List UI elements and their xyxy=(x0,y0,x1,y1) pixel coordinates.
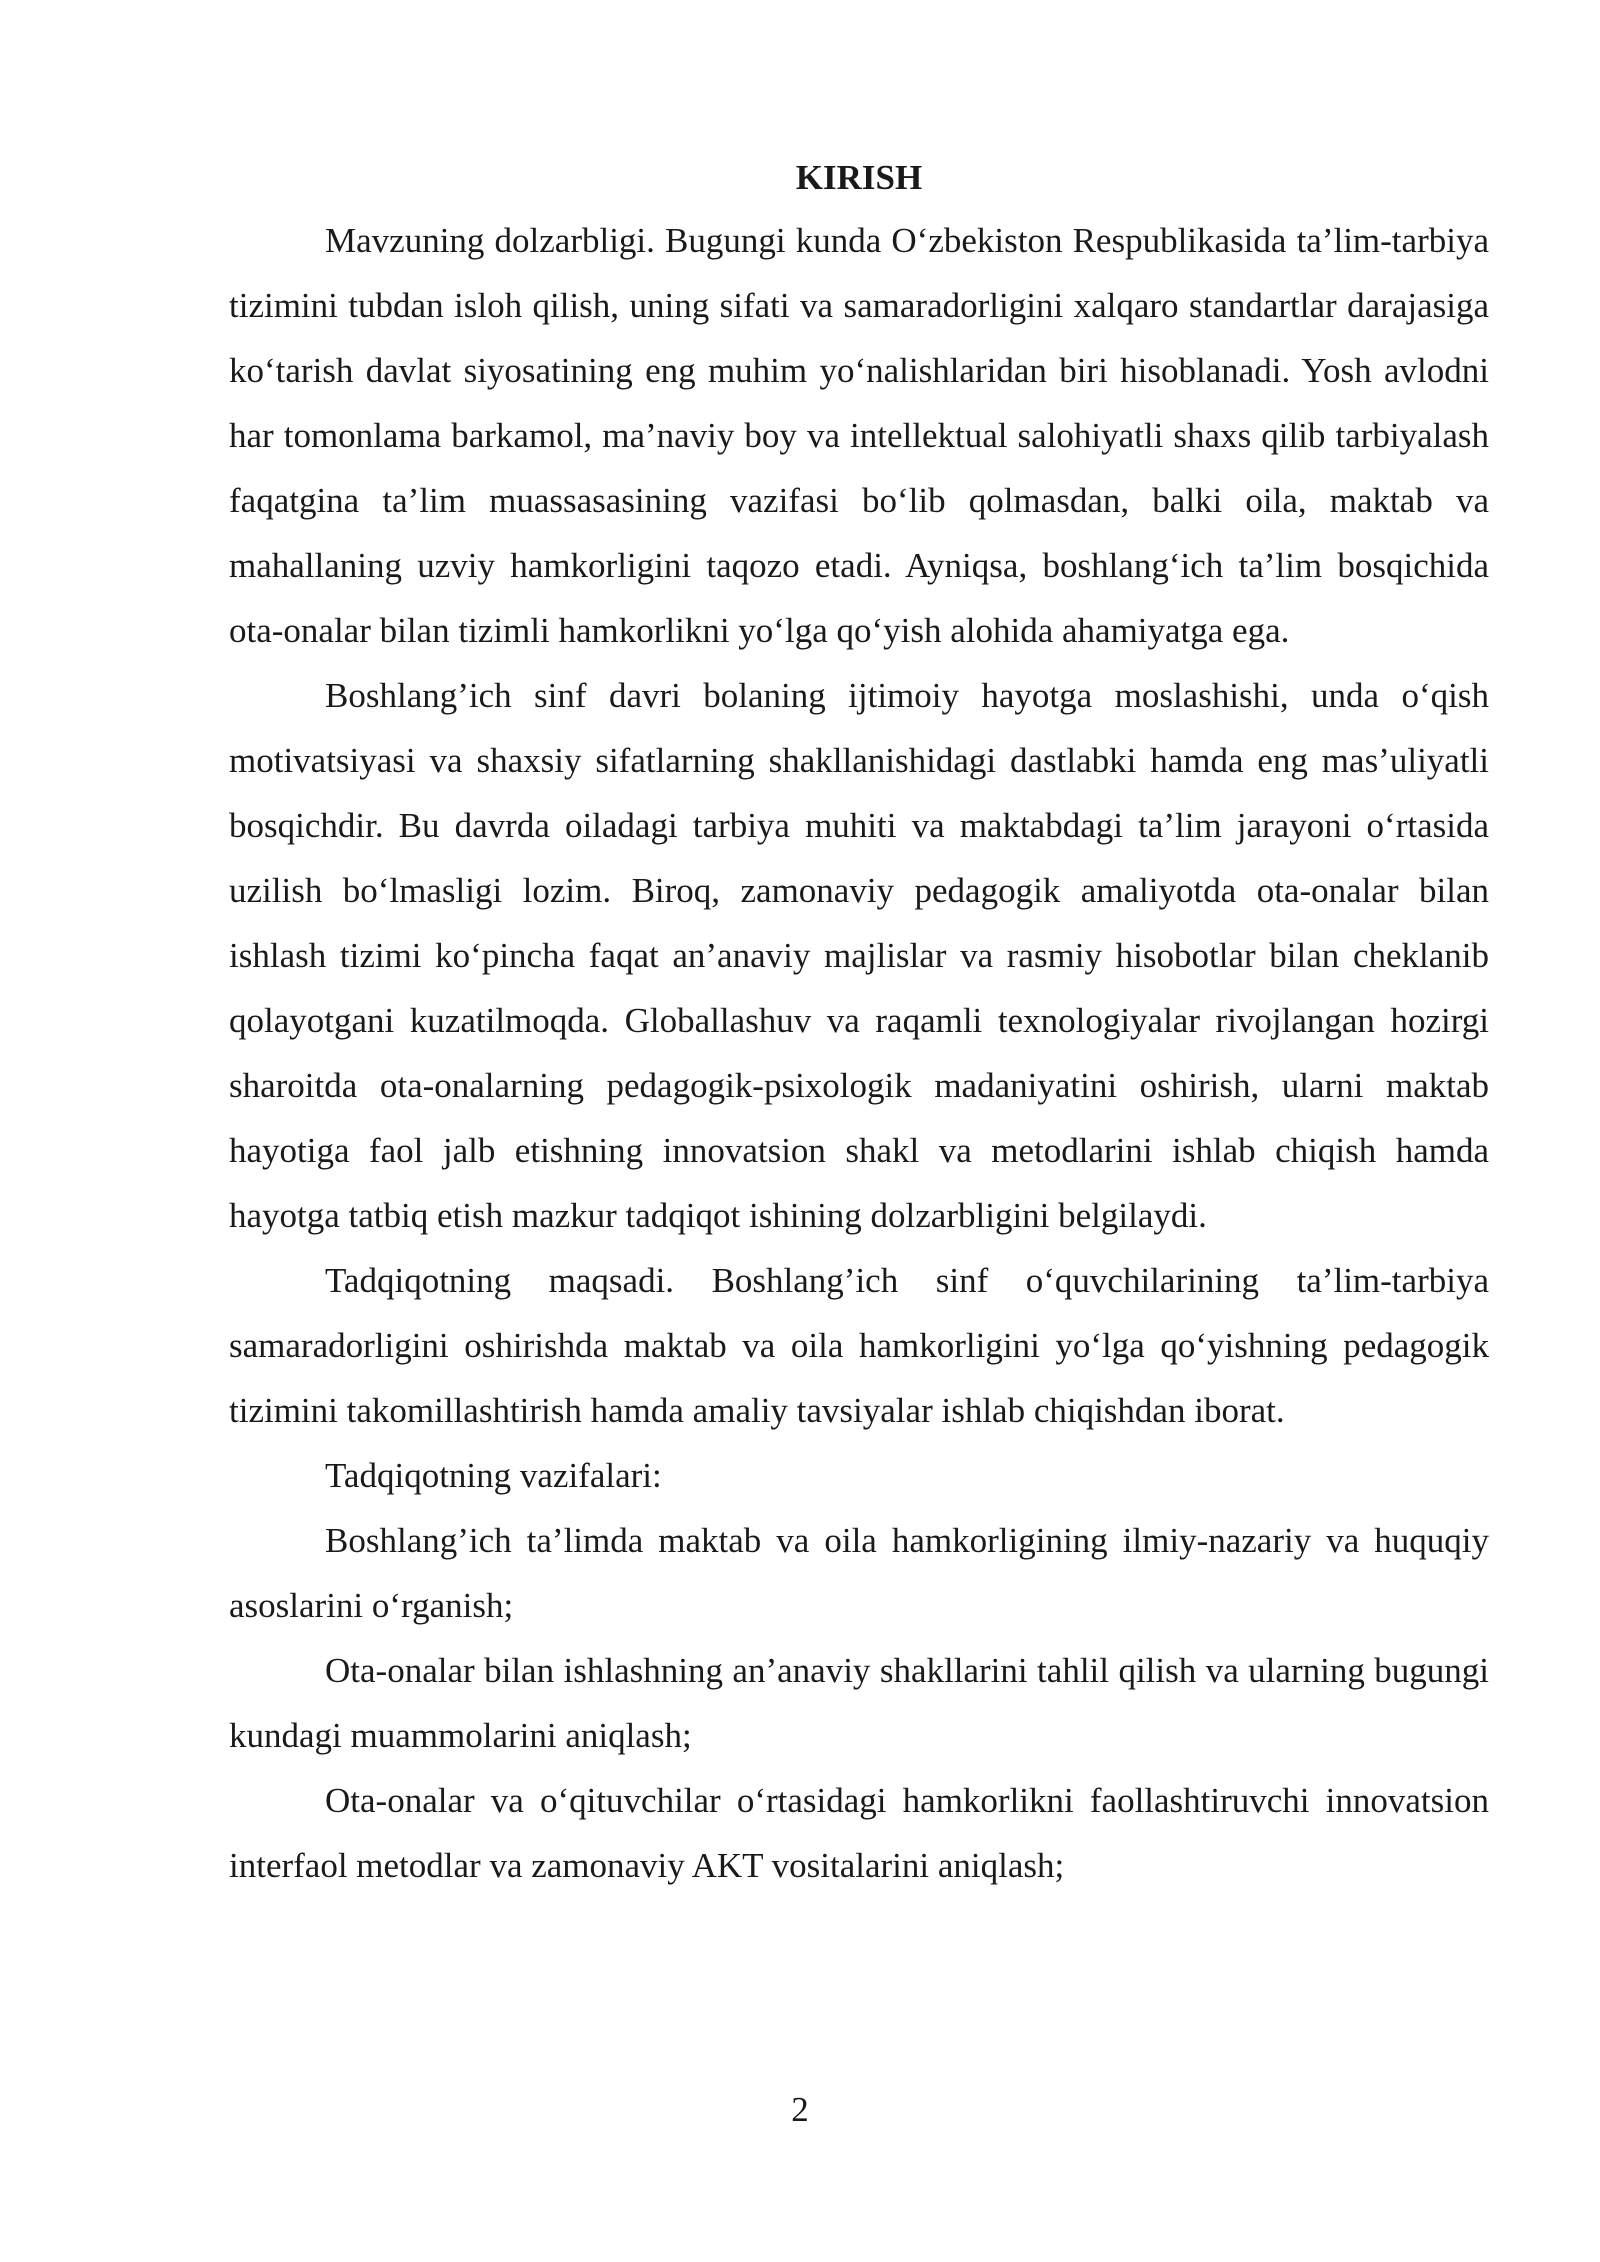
paragraph-primary-school-period: Boshlang’ich sinf davri bolaning ijtimoiy hayotga moslashishi, unda o‘qish motivatsiyasi va shaxsiy sifatlarning shakllanishidagi dastlabki hamda eng mas’uliyatli bosqichdir. Bu davrda oiladagi tarbiya muhiti va maktabdagi ta’lim jarayoni o‘rtasida uzilish bo‘lmasligi lozim. Biroq, zamonaviy pedagogik amaliyotda ota-onalar bilan ishlash tizimi ko‘pincha faqat an’anaviy majlislar va rasmiy hisobotlar bilan cheklanib qolayotgani kuzatilmoqda. Globallashuv va raqamli texnologiyalar rivojlangan hozirgi sharoitda ota-onalarning pedagogik-psixologik madaniyatini oshirish, ularni maktab hayotiga faol jalb etishning innovatsion shakl va metodlarini ishlab chiqish hamda hayotga tatbiq etish mazkur tadqiqot ishining dolzarbligini belgilaydi. xyxy=(229,676,1489,1235)
list-item-task-3: Ota-onalar va o‘qituvchilar o‘rtasidagi hamkorlikni faollashtiruvchi innovatsion interfaol metodlar va zamonaviy AKT vositalarini aniqlash; xyxy=(229,1781,1489,1885)
page-body xyxy=(229,148,1489,1898)
list-item-task-1: Boshlang’ich ta’limda maktab va oila hamkorligining ilmiy-nazariy va huquqiy asoslarini o‘rganish; xyxy=(229,1521,1489,1625)
paragraph-relevance: Mavzuning dolzarbligi. Bugungi kunda O‘zbekiston Respublikasida ta’lim-tarbiya tizimini tubdan isloh qilish, uning sifati va samaradorligini xalqaro standartlar darajasiga ko‘tarish davlat siyosatining eng muhim yo‘nalishlaridan biri hisoblanadi. Yosh avlodni har tomonlama barkamol, ma’naviy boy va intellektual salohiyatli shaxs qilib tarbiyalash faqatgina ta’lim muassasasining vazifasi bo‘lib qolmasdan, balki oila, maktab va mahallaning uzviy hamkorligini taqozo etadi. Ayniqsa, boshlang‘ich ta’lim bosqichida ota-onalar bilan tizimli hamkorlikni yo‘lga qo‘yish alohida ahamiyatga ega. xyxy=(229,221,1489,650)
page-number: 2 xyxy=(791,2090,809,2129)
paragraph-research-tasks-heading: Tadqiqotning vazifalari: xyxy=(325,1456,662,1495)
section-heading: KIRISH xyxy=(795,158,923,197)
list-item-task-2: Ota-onalar bilan ishlashning an’anaviy shakllarini tahlil qilish va ularning bugungi kundagi muammolarini aniqlash; xyxy=(229,1651,1489,1755)
paragraph-research-goal: Tadqiqotning maqsadi. Boshlang’ich sinf o‘quvchilarining ta’lim-tarbiya samaradorligini oshirishda maktab va oila hamkorligini yo‘lga qo‘yishning pedagogik tizimini takomillashtirish hamda amaliy tavsiyalar ishlab chiqishdan iborat. xyxy=(229,1261,1489,1430)
